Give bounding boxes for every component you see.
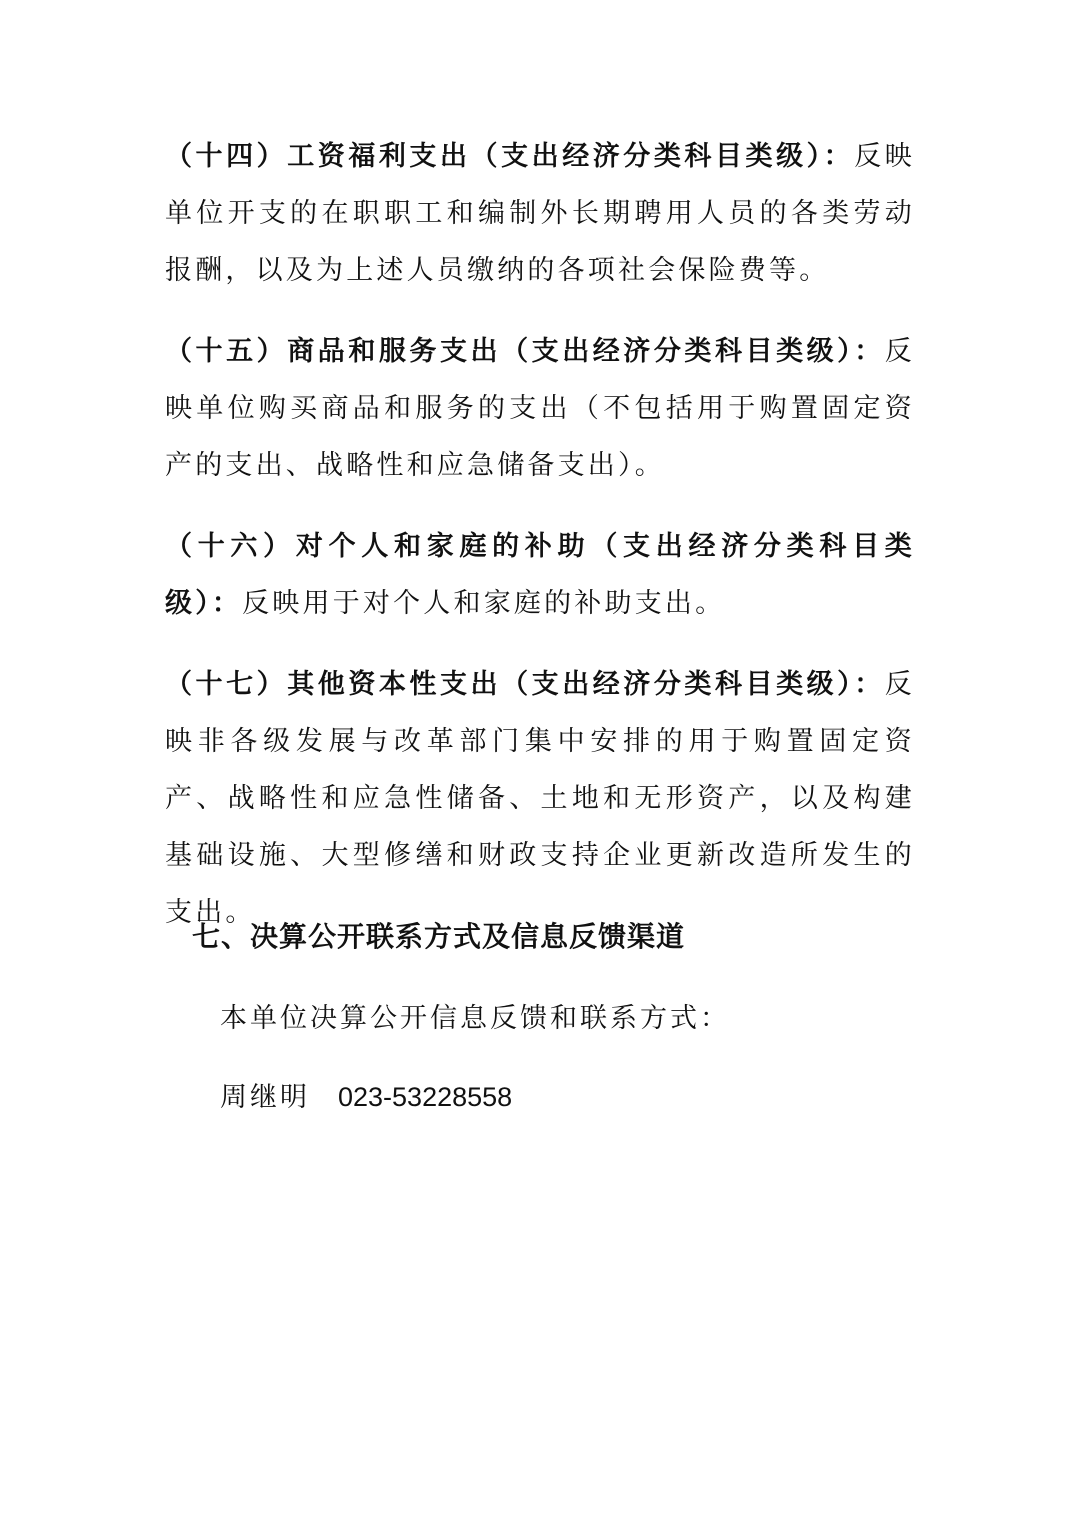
paragraph-other-capital (165, 656, 915, 941)
paragraph-description: 反映单位购买商品和服务的支出（不包括用于购置固定资产的支出、战略性和应急储备支出）。 (165, 336, 915, 481)
paragraph-household-subsidy (165, 518, 915, 632)
paragraph-description: 反映非各级发展与改革部门集中安排的用于购置固定资产、战略性和应急性储备、土地和无形资产，以及构建基础设施、大型修缮和财政支持企业更新改造所发生的支出。 (165, 669, 915, 928)
paragraph-goods-services (165, 323, 915, 494)
paragraph-term: （十七）其他资本性支出（支出经济分类科目类级）： (165, 669, 885, 700)
paragraph-term: （十四）工资福利支出（支出经济分类科目类级）： (165, 141, 855, 172)
contact-line (220, 1069, 512, 1126)
paragraph-wage-welfare (165, 128, 915, 299)
contact-phone: 023-53228558 (338, 1082, 513, 1112)
paragraph-term: （十六）对个人和家庭的补助（支出经济分类科目类级）： (165, 531, 915, 619)
contact-intro: 本单位决算公开信息反馈和联系方式： (220, 1003, 730, 1034)
contact-name: 周继明 (220, 1082, 310, 1113)
paragraph-description: 反映单位开支的在职职工和编制外长期聘用人员的各类劳动报酬，以及为上述人员缴纳的各项社会保险费等。 (165, 141, 915, 286)
paragraph-description: 反映用于对个人和家庭的补助支出。 (242, 588, 726, 619)
section-heading: 七、决算公开联系方式及信息反馈渠道 (192, 920, 686, 953)
paragraph-term: （十五）商品和服务支出（支出经济分类科目类级）： (165, 336, 885, 367)
